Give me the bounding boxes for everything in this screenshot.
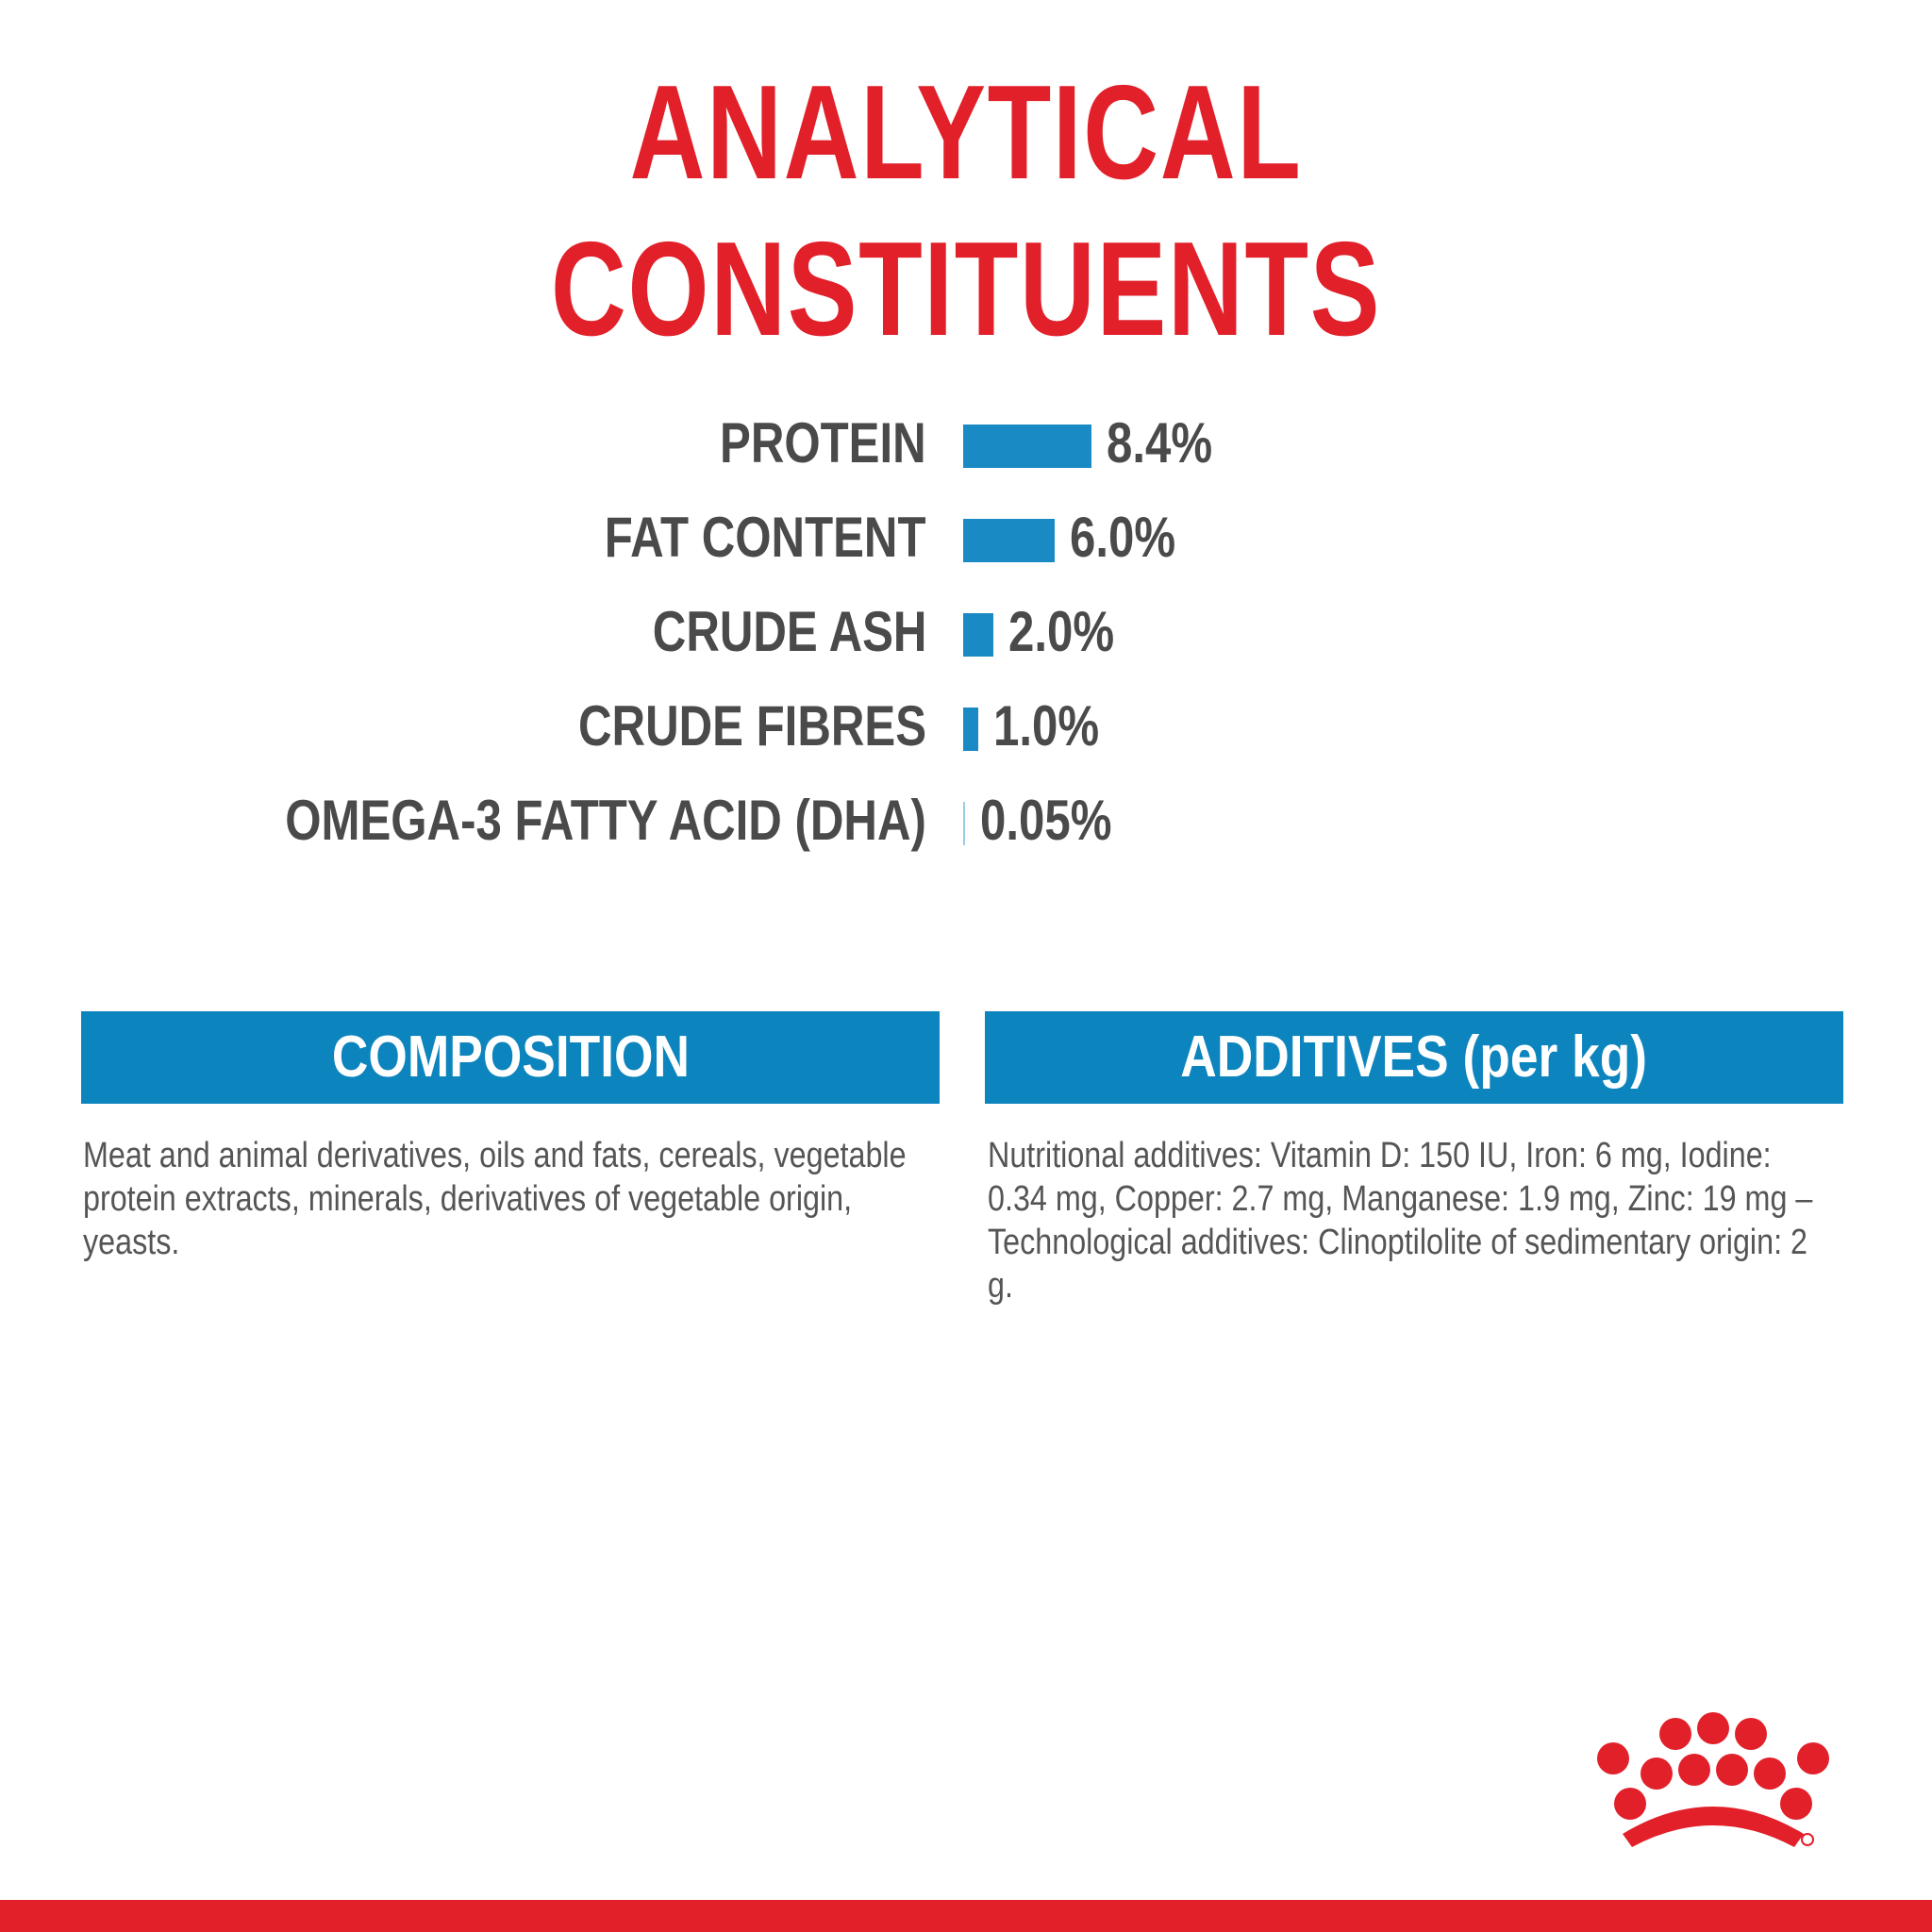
additives-text: Nutritional additives: Vitamin D: 150 IU, Iron: 6 mg, Iodine: 0.34 mg, Copper: 2.7 mg, Manganese: 1.9 mg, Zinc: 19 mg – Technological additives: Clinoptilolite of sedimentary origin: 2 g. <box>988 1136 1813 1306</box>
chart-row <box>0 594 1932 670</box>
chart-bar <box>963 425 1091 468</box>
chart-category-label: CRUDE FIBRES <box>577 694 926 758</box>
composition-text: Meat and animal derivatives, oils and fats, cereals, vegetable protein extracts, minerals, derivatives of vegetable origin, yeasts. <box>83 1136 907 1262</box>
chart-category-label: FAT CONTENT <box>605 506 926 569</box>
chart-row <box>0 689 1932 764</box>
chart-category-label: OMEGA-3 FATTY ACID (DHA) <box>285 789 926 852</box>
page-title <box>212 55 1719 368</box>
chart-value-label: 6.0% <box>1070 506 1176 569</box>
chart-row <box>0 406 1932 481</box>
chart-bar <box>963 613 993 657</box>
chart-category-label: CRUDE ASH <box>652 600 926 663</box>
title-line-2: CONSTITUENTS <box>550 214 1382 364</box>
chart-bar <box>963 802 965 845</box>
title-line-1: ANALYTICAL <box>629 58 1303 208</box>
chart-value-label: 8.4% <box>1107 411 1213 475</box>
crown-paw-logo-icon <box>1585 1709 1841 1851</box>
chart-bar <box>963 708 978 751</box>
additives-header <box>985 1011 1843 1104</box>
chart-row <box>0 500 1932 575</box>
chart-value-label: 1.0% <box>993 694 1100 758</box>
chart-category-label: PROTEIN <box>720 411 926 475</box>
chart-value-label: 2.0% <box>1008 600 1115 663</box>
chart-bar <box>963 519 1055 562</box>
chart-row <box>0 783 1932 858</box>
composition-heading: COMPOSITION <box>331 1024 690 1090</box>
bottom-red-band <box>0 1900 1932 1932</box>
additives-heading: ADDITIVES (per kg) <box>1180 1024 1648 1090</box>
chart-value-label: 0.05% <box>980 789 1112 852</box>
composition-header <box>81 1011 940 1104</box>
